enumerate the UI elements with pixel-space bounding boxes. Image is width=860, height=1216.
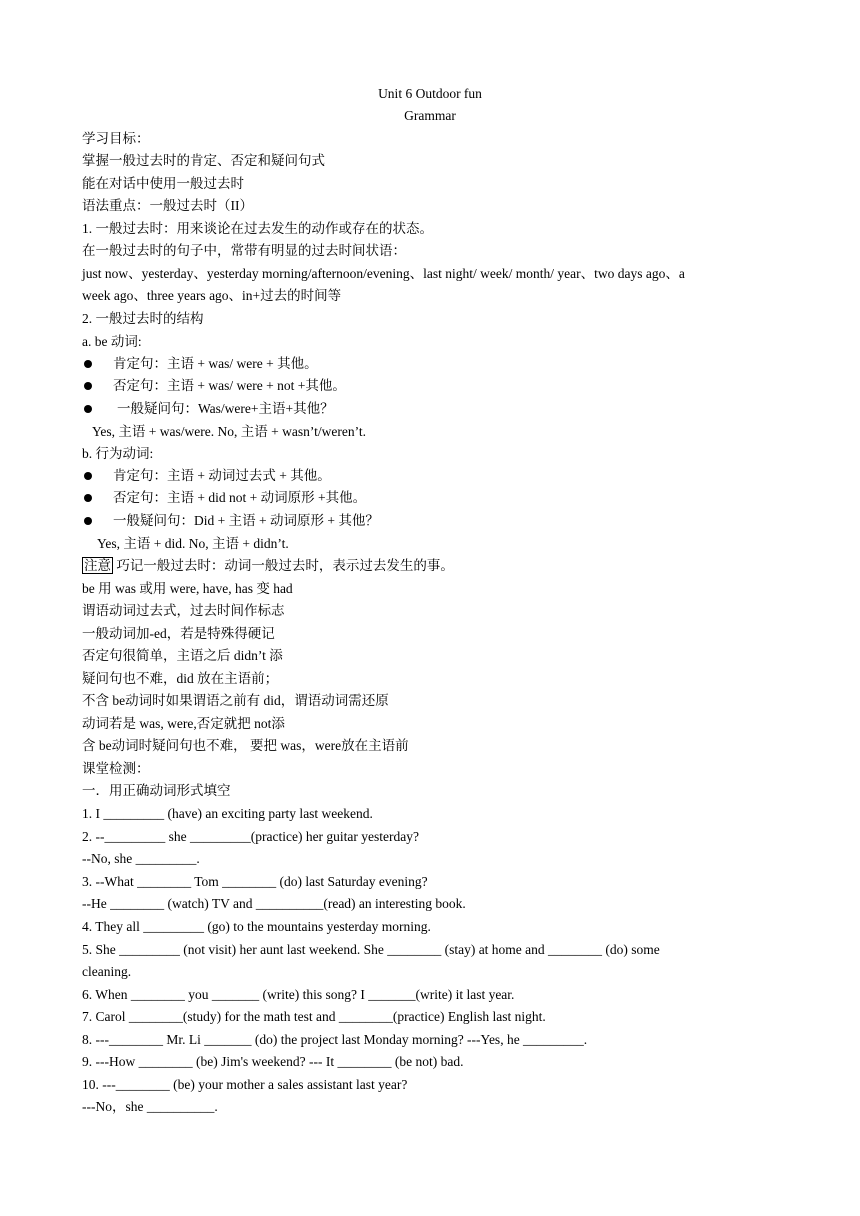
exercise-line: --He ________ (watch) TV and __________(read) an interesting book. [82, 896, 466, 911]
mnemonic-line: 一般动词加-ed，若是特殊得硬记 [82, 626, 275, 641]
definition: 1. 一般过去时：用来谈论在过去发生的动作或存在的状态。 [82, 221, 433, 236]
exercise-line: --No, she _________. [82, 851, 200, 866]
mnemonic-line: 含 be动词时疑问句也不难， 要把 was，were放在主语前 [82, 738, 409, 753]
be-affirmative: 肯定句：主语 + was/ were + 其他。 [113, 356, 318, 371]
note-text: 巧记一般过去时：动词一般过去时，表示过去发生的事。 [116, 558, 454, 573]
mnemonic-line: be 用 was 或用 were, have, has 变 had [82, 581, 293, 596]
exercise-heading: 课堂检测： [82, 761, 150, 776]
be-negative: 否定句：主语 + was/ were + not +其他。 [113, 378, 346, 393]
be-short-answer: Yes, 主语 + was/were. No, 主语 + wasn’t/weren’t. [92, 424, 366, 439]
exercise-line: cleaning. [82, 964, 132, 979]
time-markers-intro: 在一般过去时的句子中，常带有明显的过去时间状语： [82, 243, 406, 258]
exercise-line: ---No，she __________. [82, 1099, 218, 1114]
action-affirmative: 肯定句：主语 + 动词过去式 + 其他。 [113, 468, 331, 483]
be-verb-heading: a. be 动词: [82, 334, 142, 349]
exercise-line: 6. When ________ you _______ (write) this song? I _______(write) it last year. [82, 987, 515, 1002]
bullet-icon [84, 472, 92, 480]
mnemonic-line: 否定句很简单，主语之后 didn’t 添 [82, 648, 283, 663]
exercise-line: 8. ---________ Mr. Li _______ (do) the project last Monday morning? ---Yes, he _________. [82, 1032, 588, 1047]
exercise-part-title: 一．用正确动词形式填空 [82, 783, 231, 798]
mnemonic-line: 谓语动词过去式，过去时间作标志 [82, 603, 285, 618]
action-verb-heading: b. 行为动词: [82, 446, 154, 461]
note-line [82, 557, 454, 575]
action-question: 一般疑问句：Did + 主语 + 动词原形 + 其他？ [113, 513, 379, 528]
structure-heading: 2. 一般过去时的结构 [82, 311, 204, 326]
exercise-line: 7. Carol ________(study) for the math test and ________(practice) English last night. [82, 1009, 546, 1024]
objectives-heading: 学习目标： [82, 131, 150, 146]
bullet-icon [84, 517, 92, 525]
grammar-focus: 语法重点：一般过去时（II） [82, 198, 253, 213]
mnemonic-line: 不含 be动词时如果谓语之前有 did，谓语动词需还原 [82, 693, 389, 708]
bullet-icon [84, 405, 92, 413]
mnemonic-line: 动词若是 was, were,否定就把 not添 [82, 716, 285, 731]
objective-item: 掌握一般过去时的肯定、否定和疑问句式 [82, 153, 325, 168]
exercise-line: 5. She _________ (not visit) her aunt last weekend. She ________ (stay) at home and ________ (do) some [82, 942, 660, 957]
action-negative: 否定句：主语 + did not + 动词原形 +其他。 [113, 490, 367, 505]
bullet-icon [84, 360, 92, 368]
exercise-line: 4. They all _________ (go) to the mountains yesterday morning. [82, 919, 431, 934]
be-question: 一般疑问句：Was/were+主语+其他？ [117, 401, 334, 416]
exercise-line: 2. --_________ she _________(practice) her guitar yesterday? [82, 829, 420, 844]
bullet-icon [84, 382, 92, 390]
exercise-line: 1. I _________ (have) an exciting party last weekend. [82, 806, 373, 821]
exercise-line: 9. ---How ________ (be) Jim's weekend? --- It ________ (be not) bad. [82, 1054, 464, 1069]
document-subtitle: Grammar [404, 108, 456, 123]
objective-item: 能在对话中使用一般过去时 [82, 176, 244, 191]
bullet-icon [84, 494, 92, 502]
exercise-line: 3. --What ________ Tom ________ (do) last Saturday evening? [82, 874, 428, 889]
time-markers-line: week ago、three years ago、in+过去的时间等 [82, 288, 342, 303]
mnemonic-line: 疑问句也不难，did 放在主语前； [82, 671, 279, 686]
exercise-line: 10. ---________ (be) your mother a sales assistant last year? [82, 1077, 408, 1092]
action-short-answer: Yes, 主语 + did. No, 主语 + didn’t. [97, 536, 289, 551]
note-label: 注意 [84, 558, 111, 573]
document-title: Unit 6 Outdoor fun [378, 86, 482, 101]
time-markers-line: just now、yesterday、yesterday morning/afternoon/evening、last night/ week/ month/ year、two days ago、a [82, 266, 685, 281]
